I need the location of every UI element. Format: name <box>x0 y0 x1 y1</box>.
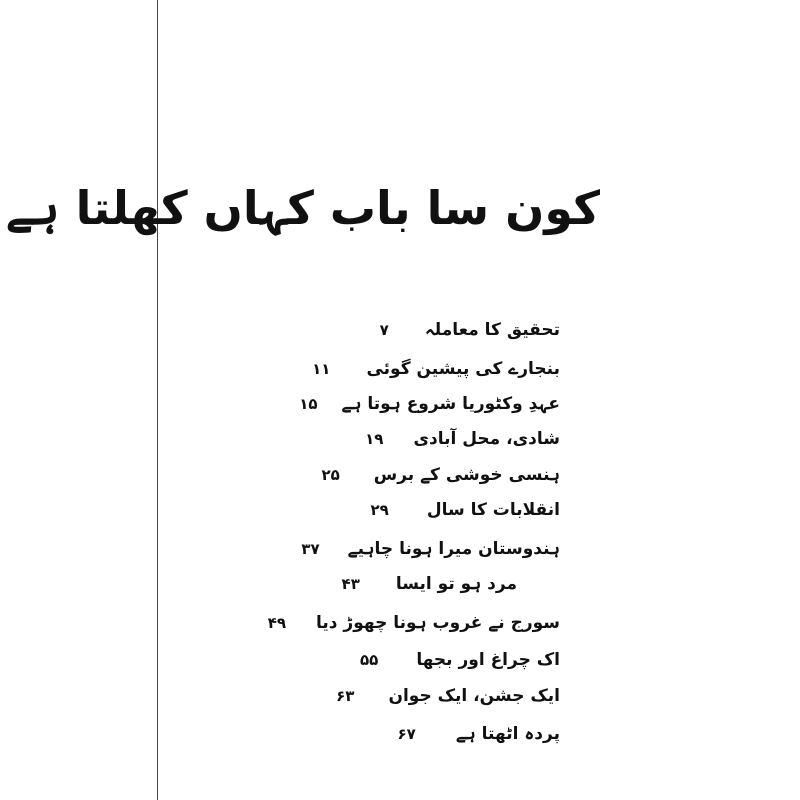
toc-entry-label: شادی، محل آبادی <box>413 429 560 449</box>
toc-entry <box>312 361 560 378</box>
toc-entry <box>380 322 560 339</box>
toc-entry <box>301 541 560 558</box>
toc-entry-page: ۶۷ <box>397 725 416 743</box>
toc-entry <box>268 615 560 632</box>
toc-entry-label: پردہ اٹھتا ہے <box>455 724 560 744</box>
toc-entry-label: سورج نے غروب ہونا چھوڑ دیا <box>316 613 560 633</box>
toc-entry <box>336 688 560 705</box>
toc-entry-page: ۱۱ <box>312 360 331 378</box>
toc-entry-page: ۴۳ <box>341 575 360 593</box>
toc-entry-page: ۲۹ <box>370 501 389 519</box>
toc-entry-page: ۲۵ <box>321 466 340 484</box>
toc-entry-label: ہنسی خوشی کے برس <box>373 465 560 485</box>
page-title: کون سا باب کہاں کھلتا ہے <box>5 181 600 235</box>
toc-entry <box>365 431 560 448</box>
toc-entry <box>360 652 560 669</box>
toc-entry-page: ۱۹ <box>365 430 384 448</box>
toc-entry-page: ۴۹ <box>267 614 286 632</box>
toc-entry-label: ہندوستان میرا ہونا چاہیے <box>347 539 560 559</box>
toc-entry-label: اک چراغ اور بجھا <box>416 650 560 670</box>
toc-entry-page: ۷ <box>379 321 389 339</box>
toc-entry-page: ۳۷ <box>301 540 320 558</box>
toc-entry-label: بنجارے کی پیشین گوئی <box>366 359 560 379</box>
toc-entry <box>299 396 560 413</box>
toc-entry <box>398 726 560 743</box>
page-edge-line <box>157 0 158 800</box>
toc-entry <box>342 576 517 593</box>
toc-entry <box>371 502 560 519</box>
toc-entry-label: ایک جشن، ایک جوان <box>388 686 560 706</box>
toc-entry-page: ۱۵ <box>299 395 318 413</box>
toc-entry-label: مرد ہو تو ایسا <box>395 574 517 594</box>
toc-entry-label: انقلابات کا سال <box>426 500 560 520</box>
toc-entry-page: ۶۳ <box>336 687 355 705</box>
toc-entry-label: تحقیق کا معاملہ <box>424 320 560 340</box>
toc-entry-page: ۵۵ <box>360 651 379 669</box>
toc-entry <box>321 467 560 484</box>
toc-entry-label: عہدِ وکٹوریا شروع ہوتا ہے <box>341 394 560 414</box>
